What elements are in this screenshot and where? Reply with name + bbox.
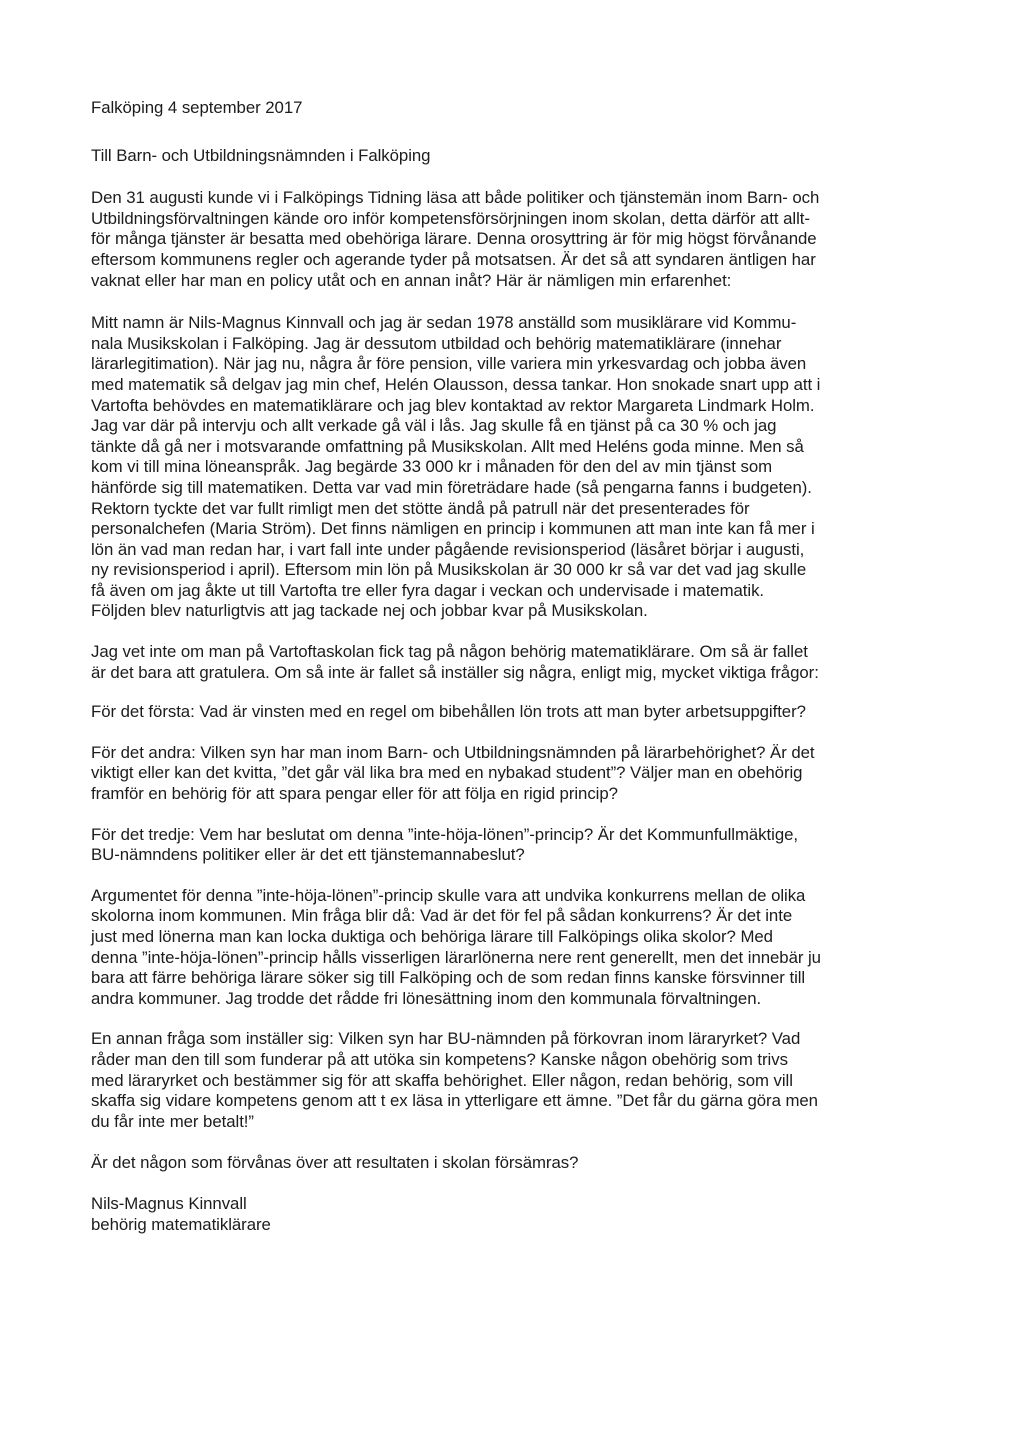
recipient-line: Till Barn- och Utbildningsnämnden i Falköping	[91, 145, 431, 165]
paragraph-question-first: För det första: Vad är vinsten med en regel om bibehållen lön trots att man byter arbetsuppgifter?	[91, 702, 806, 722]
paragraph-intro: Den 31 augusti kunde vi i Falköpings Tidning läsa att både politiker och tjänstemän inom Barn- och Utbildningsförvaltningen kände oro inför kompetensförsörjningen inom skolan, detta därför att allt- för många tjänster är besatta med obehöriga lärare. Denna orosyttring är för mig högst förvånande eftersom kommunens regler och agerande tyder på motsatsen. Är det så att syndaren äntligen har vaknat eller har man en policy utåt och en annan inåt? Här är nämligen min erfarenhet:	[91, 188, 820, 290]
paragraph-vartofta: Jag vet inte om man på Vartoftaskolan fick tag på någon behörig matematiklärare. Om så är fallet är det bara att gratulera. Om så inte är fallet så inställer sig några, enligt mig, mycket viktiga frågor:	[91, 642, 819, 682]
dateline: Falköping 4 september 2017	[91, 98, 303, 117]
letter-body	[91, 98, 941, 1235]
paragraph-question-third: För det tredje: Vem har beslutat om denna ”inte-höja-lönen”-princip? Är det Kommunfullmäktige, BU-nämndens politiker eller är det ett tjänstemannabeslut?	[91, 824, 798, 865]
paragraph-question-second: För det andra: Vilken syn har man inom Barn- och Utbildningsnämnden på lärarbehörighet? Är det viktigt eller kan det kvitta, ”det går väl lika bra med en nybakad student”? Väljer man en obehörig framför en behörig för att spara pengar eller för att följa en rigid princip?	[91, 742, 815, 804]
signature-block	[91, 1194, 941, 1235]
signature-title: behörig matematiklärare	[91, 1214, 271, 1234]
paragraph-closing-question: Är det någon som förvånas över att resultaten i skolan försämras?	[91, 1153, 579, 1173]
paragraph-professional-development: En annan fråga som inställer sig: Vilken syn har BU-nämnden på förkovran inom läraryrket? Vad råder man den till som funderar på att utöka sin kompetens? Kanske någon obehörig som trivs med läraryrket och bestämmer sig för att skaffa behörighet. Eller någon, redan behörig, som vill skaffa sig vidare kompetens genom att t ex läsa in ytterligare ett ämne. ”Det får du gärna göra men du får inte mer betalt!”	[91, 1029, 818, 1131]
paragraph-argument: Argumentet för denna ”inte-höja-lönen”-princip skulle vara att undvika konkurrens mellan de olika skolorna inom kommunen. Min fråga blir då: Vad är det för fel på sådan konkurrens? Är det inte just med lönerna man kan locka duktiga och behöriga lärare till Falköpings olika skolor? Med denna ”inte-höja-lönen”-princip hålls visserligen lärarlönerna nere rent generellt, men det innebär ju bara att färre behöriga lärare söker sig till Falköping och de som redan finns kanske försvinner till andra kommuner. Jag trodde det rådde fri lönesättning inom den kommunala förvaltningen.	[91, 885, 821, 1008]
paragraph-experience: Mitt namn är Nils-Magnus Kinnvall och jag är sedan 1978 anställd som musiklärare vid Kommu- nala Musikskolan i Falköping. Jag är dessutom utbildad och behörig matematiklärare (innehar lärarlegitimation). När jag nu, några år före pension, ville variera min yrkesvardag och jobba även med matematik så delgav jag min chef, Helén Olausson, dessa tankar. Hon snokade snart upp att i Vartofta behövdes en matematiklärare och jag blev kontaktad av rektor Margareta Lindmark Holm. Jag var där på intervju och allt verkade gå väl i lås. Jag skulle få en tjänst på ca 30 % och jag tänkte då gå ner i motsvarande omfattning på Musikskolan. Allt med Heléns goda minne. Men så kom vi till mina löneanspråk. Jag begärde 33 000 kr i månaden för den del av min tjänst som hänförde sig till matematiken. Detta var vad min företrädare hade (så pengarna fanns i budgeten). Rektorn tyckte det var fullt rimligt men det stötte ändå på patrull när det presenterades för personalchefen (Maria Ström). Det finns nämligen en princip i kommunen att man inte kan få mer i lön än vad man redan har, i vart fall inte under pågående revisionsperiod (läsåret börjar i augusti, ny revisionsperiod i april). Eftersom min lön på Musikskolan är 30 000 kr så var det vad jag skulle få även om jag åkte ut till Vartofta tre eller fyra dagar i veckan och undervisade i matematik. Följden blev naturligtvis att jag tackade nej och jobbar kvar på Musikskolan.	[91, 313, 821, 621]
signature-name: Nils-Magnus Kinnvall	[91, 1193, 247, 1213]
